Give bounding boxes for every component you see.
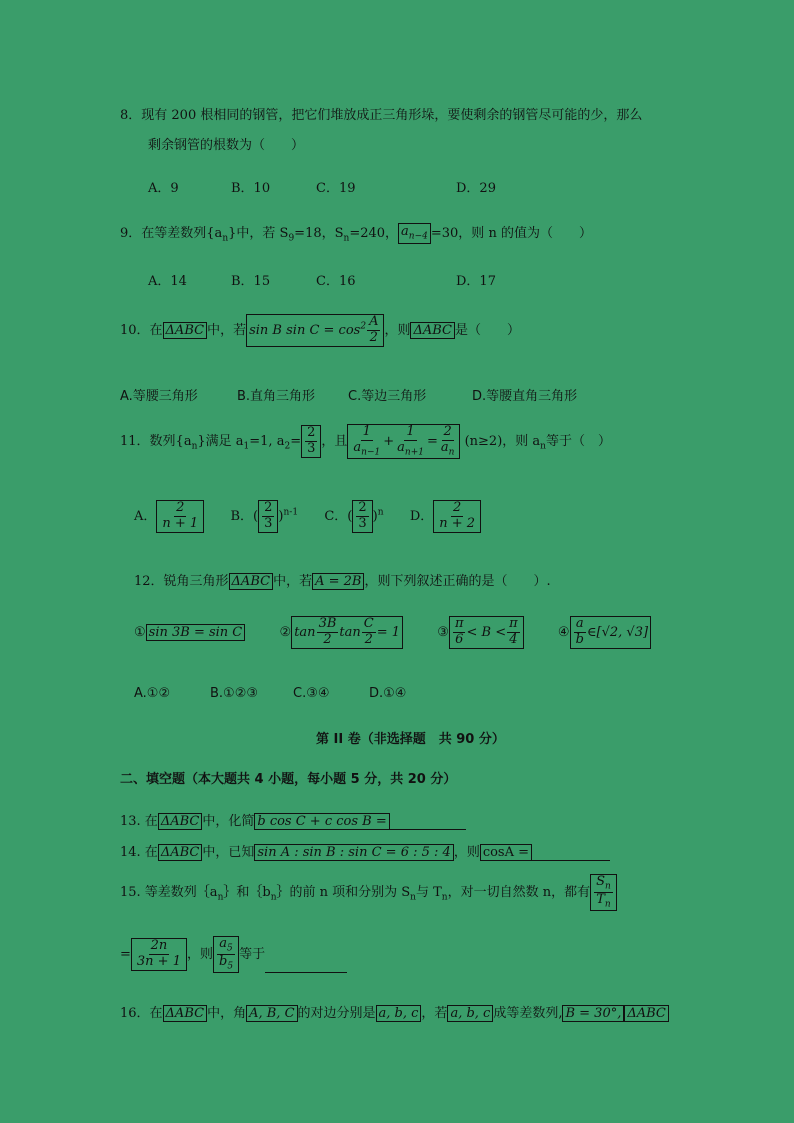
q14-stem: 14. 在 ΔABC 中，已知 sin A : sin B : sin C = 6 : 5 : 4 ，则 cosA = <box>120 841 610 861</box>
q15-answer-blank[interactable] <box>265 972 347 973</box>
q12-statement-4: ④ $\frac{a}{b}$ ∈[√2, √3] <box>558 625 651 640</box>
q12-condition-box: A = 2B <box>312 573 364 591</box>
q15-formula-box: $\frac{2n}{3n + 1}$ <box>131 938 187 971</box>
q12-statements <box>134 616 651 649</box>
q8-option-a: A．9 <box>148 181 179 196</box>
q12-option-b: B.①②③ <box>210 686 259 701</box>
q10-formula-box: sin B $\sin C = \cos^2$ $\frac{A}{2}$ <box>246 314 384 347</box>
q10-option-a: A.等腰三角形 <box>120 389 198 404</box>
q15-line1: 15. 等差数列$\{a_n\}$和$\{b_n\}$的前 n 项和分别为 $S_n$与 $T_n$，对一切自然数 n，都有 $\frac{S_n}{T_n}$ <box>120 874 617 911</box>
q13-triangle-box: ΔABC <box>158 813 203 831</box>
q16-stem: 16．在 ΔABC 中，角 A, B, C 的对边分别是 a, b, c ，若 a, b, c 成等差数列, B = 30°, ΔABC <box>120 1002 669 1022</box>
q16-triangle-box-2: ΔABC <box>624 1005 669 1023</box>
q10-option-d: D.等腰直角三角形 <box>472 389 578 404</box>
q11-recurrence-box: $\frac{1}{a_{n-1}}$ + $\frac{1}{a_{n+1}}$ = $\frac{2}{a_n}$ <box>347 424 460 459</box>
q9-formula-box: $a_{n-4}$ <box>398 223 431 243</box>
q14-answer-blank[interactable] <box>532 860 610 861</box>
q10-triangle-box: ΔABC <box>163 322 208 340</box>
q15-line2: = $\frac{2n}{3n + 1}$ ，则 $\frac{a_5}{b_5}$ 等于 <box>120 936 347 973</box>
q14-ratio-box: sin A : sin B : sin C = 6 : 5 : 4 <box>254 844 453 862</box>
q12-statement-3: ③ $\frac{\pi}{6}$ < B < $\frac{\pi}{4}$ <box>437 625 523 640</box>
section-title: 第 II 卷（非选择题 共 90 分） <box>316 732 505 747</box>
q13-formula-box: b cos C + c cos B = <box>254 813 389 831</box>
q14-triangle-box: ΔABC <box>158 844 203 862</box>
q11-a2-box: $\frac{2}{3}$ <box>301 425 321 458</box>
q11-options <box>134 500 481 533</box>
q12-option-d: D.①④ <box>369 686 407 701</box>
q16-triangle-box: ΔABC <box>163 1005 208 1023</box>
q16-sides-box: a, b, c <box>376 1005 422 1023</box>
q11-option-d: D． $\frac{2}{n + 2}$ <box>410 509 481 524</box>
q16-sides-box-2: a, b, c <box>447 1005 493 1023</box>
q8-option-c: C．19 <box>316 181 356 196</box>
q9-stem: 9．在等差数列$\{a_n\}$中，若 $S_9=18$，$S_n=240$， $a_{n-4} =30$，则 n 的值为（ ） <box>120 224 592 244</box>
q16-angle-b-box: B = 30°, <box>562 1005 624 1023</box>
q9-option-c: C．16 <box>316 274 356 289</box>
q15-ratio-box: $\frac{S_n}{T_n}$ <box>590 874 617 911</box>
q11-option-b: B．( $\frac{2}{3}$ )$^{n-1}$ <box>230 500 299 531</box>
q11-option-a: A． $\frac{2}{n + 1}$ <box>134 509 204 524</box>
q8-line2: 剩余钢管的根数为（ ） <box>148 138 305 153</box>
q13-stem: 13. 在 ΔABC 中，化简 b cos C + c cos B = <box>120 810 466 830</box>
q9-option-b: B．15 <box>231 274 271 289</box>
q8-option-b: B．10 <box>231 181 271 196</box>
q10-triangle-box-2: ΔABC <box>410 322 455 340</box>
fill-blank-heading: 二、填空题（本大题共 4 小题，每小题 5 分，共 20 分） <box>120 772 457 787</box>
q10-stem: 10．在 ΔABC 中，若 sin B $\sin C = \cos^2$ $\frac{A}{2}$ ，则 ΔABC 是（ ） <box>120 314 521 345</box>
q12-triangle-box: ΔABC <box>229 573 274 591</box>
q8-option-d: D．29 <box>456 181 496 196</box>
q10-option-c: C.等边三角形 <box>348 389 427 404</box>
q12-option-c: C.③④ <box>293 686 330 701</box>
q15-a5-b5-box: $\frac{a_5}{b_5}$ <box>213 936 239 973</box>
q9-option-a: A．14 <box>148 274 187 289</box>
q11-stem: 11．数列$\{a_n\}$满足 $a_1=1$, $a_2=$ $\frac{2}{3}$ ，且 $\frac{1}{a_{n-1}}$ + $\frac{1}{a_{n+1}}$ = $\frac{2}{a_n}$ (n≥2)，则 $a_n$等于（ ） <box>120 424 611 458</box>
q10-option-b: B.直角三角形 <box>237 389 316 404</box>
q12-stem: 12．锐角三角形 ΔABC 中，若 A = 2B ，则下列叙述正确的是（ ）. <box>134 573 551 589</box>
q13-answer-blank[interactable] <box>390 829 466 830</box>
q9-option-d: D．17 <box>456 274 496 289</box>
q8-line1: 8．现有 200 根相同的钢管，把它们堆放成正三角形垛，要使剩余的钢管尽可能的少，那么 <box>120 108 643 123</box>
q12-statement-1: ① sin 3B = sin C <box>134 625 245 640</box>
q12-statement-2: ② tan $\frac{3B}{2}$ tan $\frac{C}{2}$ = 1 <box>280 625 403 640</box>
q16-angles-box: A, B, C <box>246 1005 297 1023</box>
q12-option-a: A.①② <box>134 686 171 701</box>
q11-option-c: C．( $\frac{2}{3}$ )$^n$ <box>324 500 384 531</box>
q14-cosa-box: cosA = <box>480 844 532 862</box>
